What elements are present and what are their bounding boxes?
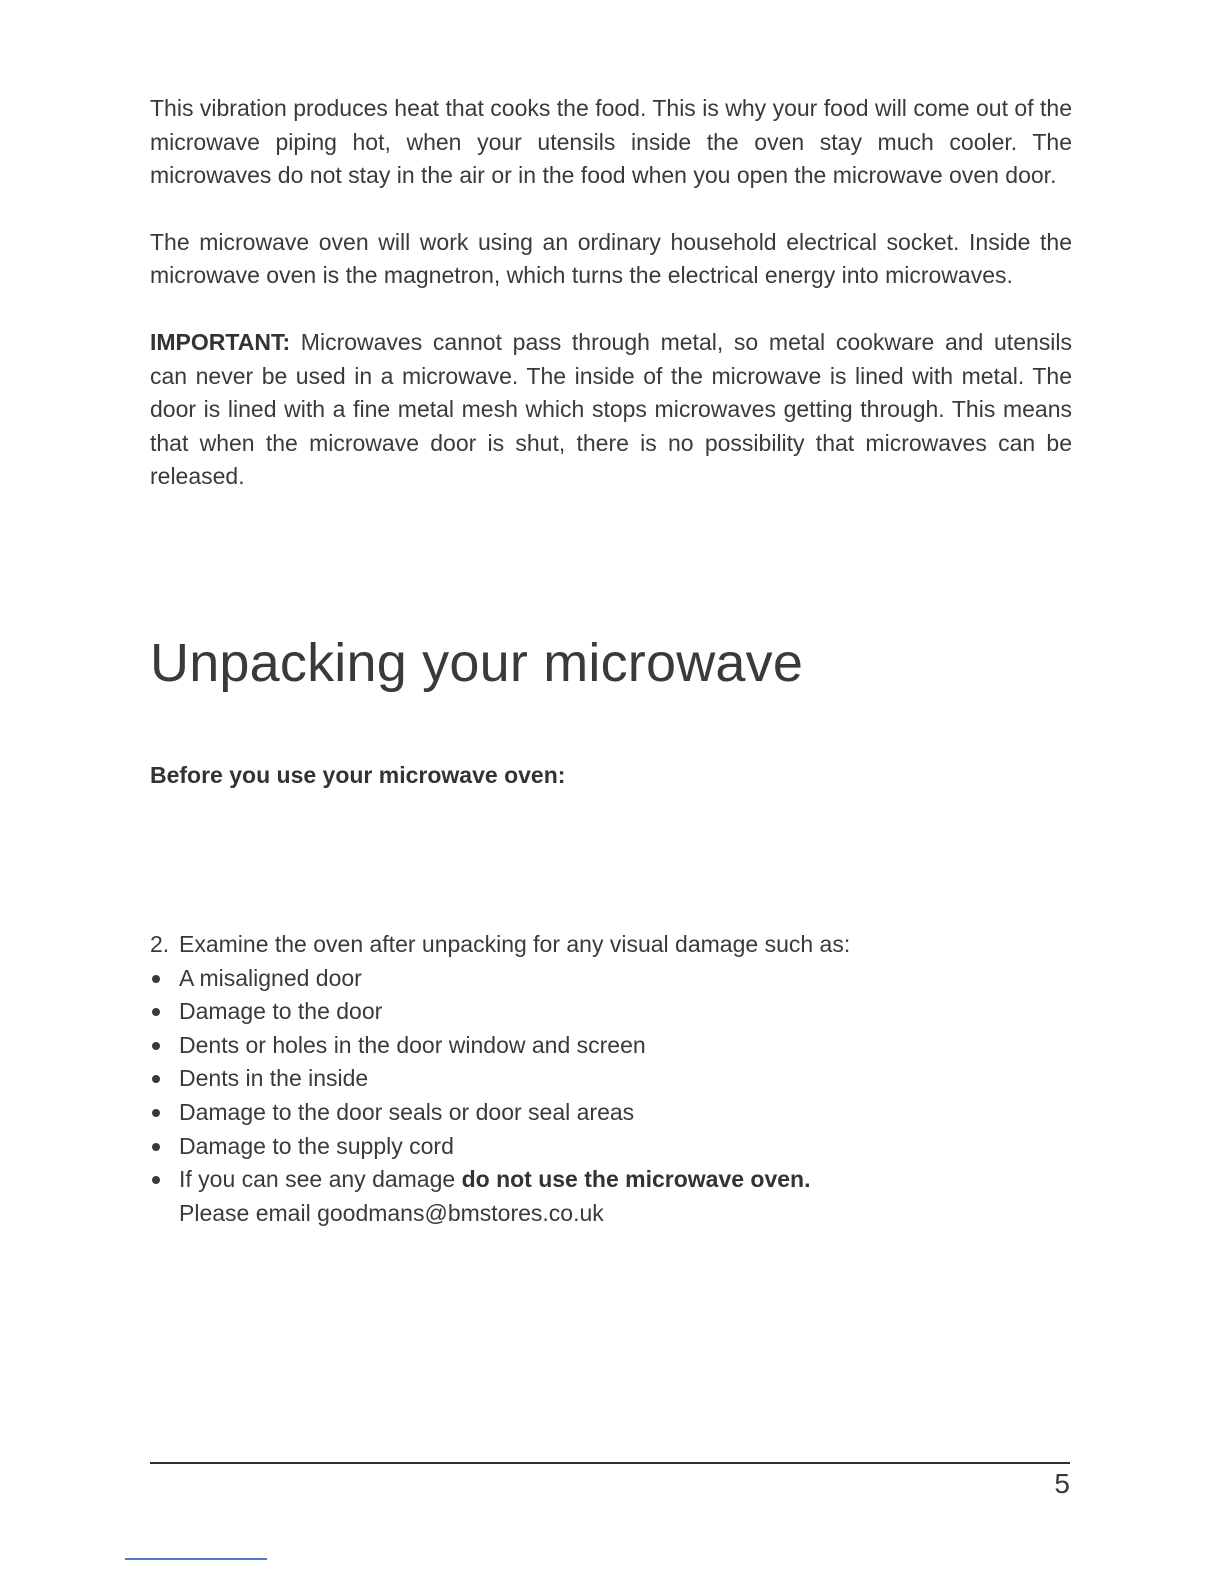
section-title: Unpacking your microwave: [150, 633, 804, 693]
list-item: [150, 1130, 1072, 1164]
list-item-text: Damage to the door: [179, 998, 383, 1025]
list-item-text: A misaligned door: [179, 964, 362, 991]
bullet-icon: [152, 1109, 160, 1117]
list-item-text: Dents or holes in the door window and screen: [179, 1031, 646, 1058]
bullet-icon: [152, 1042, 160, 1050]
scan-underline-mark: [125, 1558, 267, 1560]
important-label: IMPORTANT:: [150, 328, 291, 355]
list-item-text: Dents in the inside: [179, 1065, 369, 1092]
warning-prefix: If you can see any damage: [179, 1166, 462, 1193]
list-item: [150, 1062, 1072, 1096]
important-paragraph: [150, 326, 1072, 494]
list-item-text: Damage to the door seals or door seal areas: [179, 1098, 635, 1125]
list-item: [150, 995, 1072, 1029]
list-item-damage-warning: [150, 1163, 1072, 1230]
intro-text-block: [150, 92, 1072, 494]
section-subheading: Before you use your microwave oven:: [150, 762, 566, 788]
checklist-step: [150, 928, 1072, 962]
list-item-text: Damage to the supply cord: [179, 1132, 454, 1159]
list-item: [150, 1029, 1072, 1063]
bullet-icon: [152, 1176, 160, 1184]
important-text: Microwaves cannot pass through metal, so metal cookware and utensils can never be used in a microwave. The inside of the microwave is lined with metal. The door is lined with a fine metal mesh which stops microwaves getting through. This means that when the microwave door is shut, there is no possibility that microwaves can be released.: [150, 328, 1072, 490]
damage-bullet-list: [150, 962, 1072, 1231]
contact-email-line: Please email goodmans@bmstores.co.uk: [179, 1199, 604, 1226]
intro-paragraph-heat: This vibration produces heat that cooks the food. This is why your food will come out of the microwave piping hot, when your utensils inside the oven stay much cooler. The microwaves do not stay in the air or in the food when you open the microwave oven door.: [150, 95, 1072, 189]
bullet-icon: [152, 1075, 160, 1083]
list-item: [150, 962, 1072, 996]
warning-bold: do not use the microwave oven.: [461, 1166, 811, 1193]
intro-paragraph-magnetron: The microwave oven will work using an ordinary household electrical socket. Inside the microwave oven is the magnetron, which turns the electrical energy into microwaves.: [150, 228, 1072, 289]
checklist-step-number: 2.: [150, 931, 170, 957]
footer-divider: [150, 1462, 1070, 1464]
bullet-icon: [152, 1008, 160, 1016]
bullet-icon: [152, 1143, 160, 1151]
checklist-step-text: Examine the oven after unpacking for any visual damage such as:: [179, 931, 851, 957]
damage-checklist: [150, 928, 1072, 1230]
page-number: 5: [1054, 1468, 1070, 1499]
bullet-icon: [152, 975, 160, 983]
list-item: [150, 1096, 1072, 1130]
